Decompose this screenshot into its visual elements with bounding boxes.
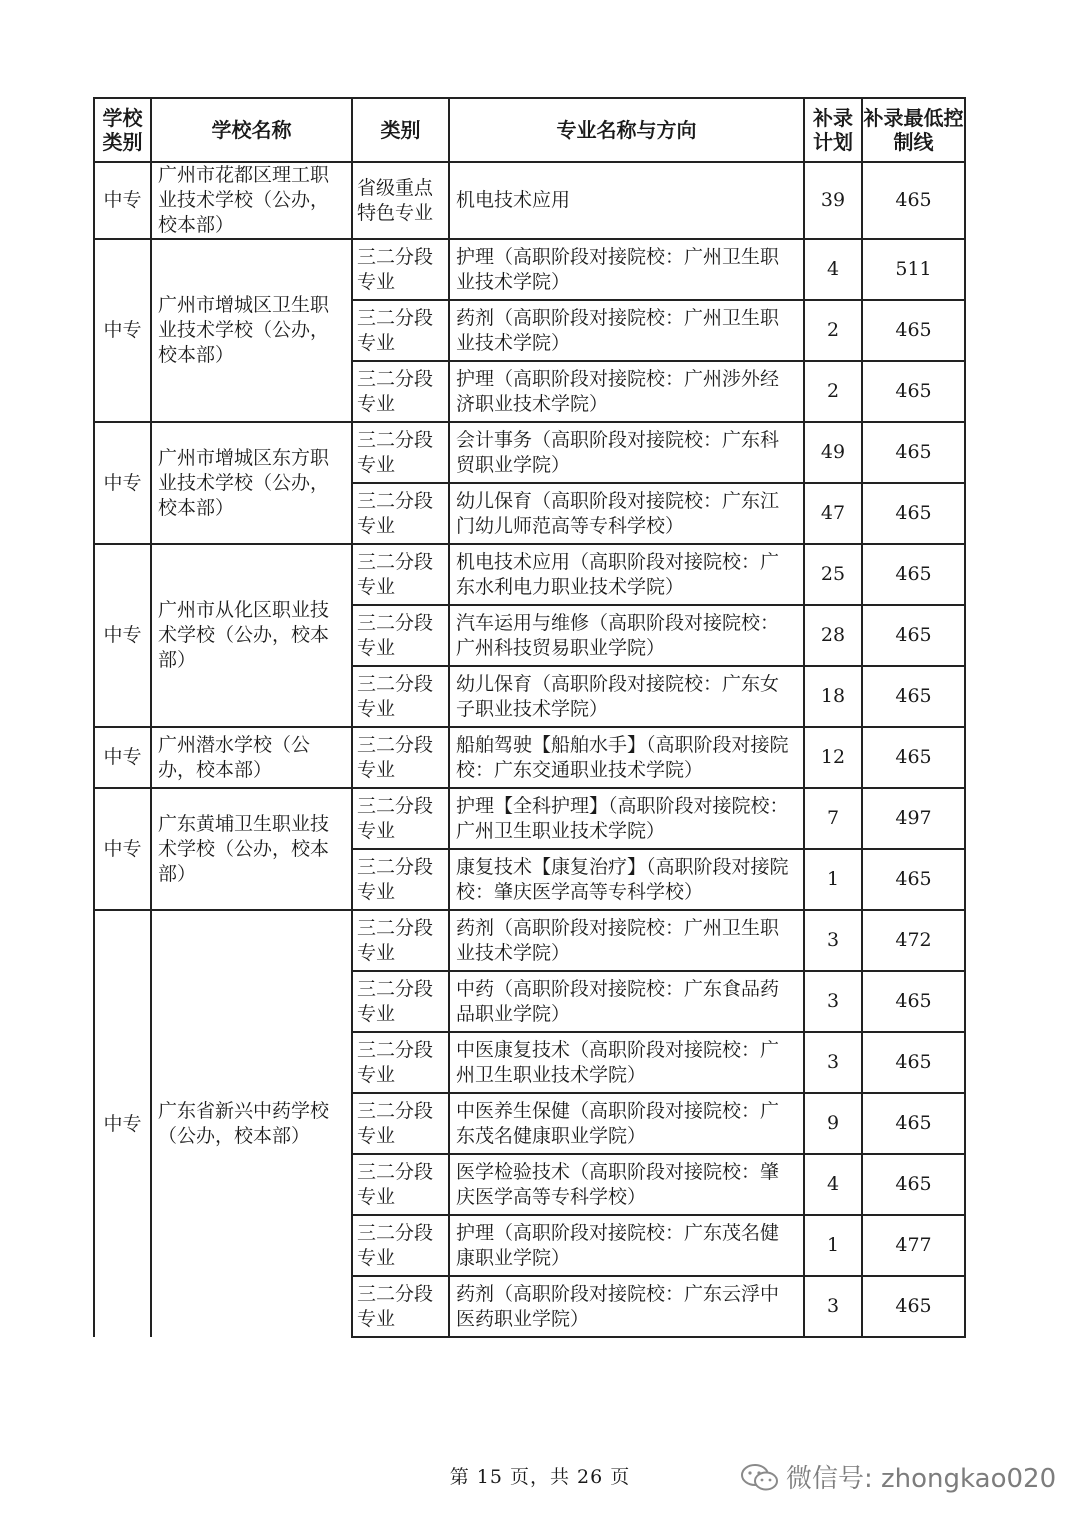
plan-cell: 25	[804, 544, 862, 605]
table-row	[94, 910, 965, 971]
major-cell: 会计事务（高职阶段对接院校：广东科贸职业学院）	[449, 422, 804, 483]
school-name-cell: 广州潜水学校（公办，校本部）	[151, 727, 352, 788]
wechat-icon	[740, 1462, 780, 1492]
min-score-cell: 465	[862, 544, 965, 605]
category-cell: 三二分段专业	[352, 239, 449, 300]
category-cell: 三二分段专业	[352, 910, 449, 971]
header-school-name: 学校名称	[151, 98, 352, 162]
header-plan: 补录计划	[804, 98, 862, 162]
table-body	[94, 162, 965, 1337]
major-cell: 幼儿保育（高职阶段对接院校：广东女子职业技术学院）	[449, 666, 804, 727]
plan-cell: 4	[804, 1154, 862, 1215]
major-cell: 医学检验技术（高职阶段对接院校：肇庆医学高等专科学校）	[449, 1154, 804, 1215]
major-cell: 船舶驾驶【船舶水手】（高职阶段对接院校：广东交通职业技术学院）	[449, 727, 804, 788]
table-row	[94, 239, 965, 300]
school-name-cell: 广东省新兴中药学校（公办，校本部）	[151, 910, 352, 1337]
school-type-cell: 中专	[94, 422, 151, 544]
header-category: 类别	[352, 98, 449, 162]
major-cell: 药剂（高职阶段对接院校：广州卫生职业技术学院）	[449, 910, 804, 971]
min-score-cell: 465	[862, 1154, 965, 1215]
major-cell: 中医养生保健（高职阶段对接院校：广东茂名健康职业学院）	[449, 1093, 804, 1154]
school-type-cell: 中专	[94, 544, 151, 727]
school-name-cell: 广东黄埔卫生职业技术学校（公办，校本部）	[151, 788, 352, 910]
plan-cell: 3	[804, 971, 862, 1032]
plan-cell: 39	[804, 162, 862, 239]
major-cell: 护理（高职阶段对接院校：广州卫生职业技术学院）	[449, 239, 804, 300]
plan-cell: 4	[804, 239, 862, 300]
category-cell: 三二分段专业	[352, 666, 449, 727]
table-row	[94, 788, 965, 849]
major-cell: 中医康复技术（高职阶段对接院校：广州卫生职业技术学院）	[449, 1032, 804, 1093]
category-cell: 三二分段专业	[352, 971, 449, 1032]
category-cell: 三二分段专业	[352, 849, 449, 910]
plan-cell: 49	[804, 422, 862, 483]
min-score-cell: 497	[862, 788, 965, 849]
major-cell: 幼儿保育（高职阶段对接院校：广东江门幼儿师范高等专科学校）	[449, 483, 804, 544]
school-type-cell: 中专	[94, 910, 151, 1337]
min-score-cell: 465	[862, 162, 965, 239]
table-row	[94, 544, 965, 605]
page-number-footer: 第 15 页，共 26 页	[449, 1466, 631, 1488]
major-cell: 护理（高职阶段对接院校：广东茂名健康职业学院）	[449, 1215, 804, 1276]
major-cell: 汽车运用与维修（高职阶段对接院校：广州科技贸易职业学院）	[449, 605, 804, 666]
category-cell: 三二分段专业	[352, 483, 449, 544]
min-score-cell: 465	[862, 727, 965, 788]
school-name-cell: 广州市增城区东方职业技术学校（公办，校本部）	[151, 422, 352, 544]
admission-table-wrapper	[93, 97, 966, 1338]
header-school-type: 学校类别	[94, 98, 151, 162]
school-name-cell: 广州市花都区理工职业技术学校（公办，校本部）	[151, 162, 352, 239]
plan-cell: 3	[804, 1032, 862, 1093]
school-name-cell: 广州市增城区卫生职业技术学校（公办，校本部）	[151, 239, 352, 422]
plan-cell: 12	[804, 727, 862, 788]
min-score-cell: 472	[862, 910, 965, 971]
min-score-cell: 465	[862, 1276, 965, 1337]
min-score-cell: 465	[862, 666, 965, 727]
major-cell: 护理【全科护理】（高职阶段对接院校：广州卫生职业技术学院）	[449, 788, 804, 849]
min-score-cell: 465	[862, 1032, 965, 1093]
category-cell: 三二分段专业	[352, 605, 449, 666]
header-min-score: 补录最低控制线	[862, 98, 965, 162]
min-score-cell: 465	[862, 971, 965, 1032]
min-score-cell: 511	[862, 239, 965, 300]
table-row	[94, 162, 965, 239]
category-cell: 三二分段专业	[352, 727, 449, 788]
min-score-cell: 465	[862, 361, 965, 422]
min-score-cell: 465	[862, 605, 965, 666]
min-score-cell: 465	[862, 1093, 965, 1154]
plan-cell: 18	[804, 666, 862, 727]
school-type-cell: 中专	[94, 162, 151, 239]
category-cell: 三二分段专业	[352, 1093, 449, 1154]
min-score-cell: 465	[862, 300, 965, 361]
major-cell: 药剂（高职阶段对接院校：广东云浮中医药职业学院）	[449, 1276, 804, 1337]
plan-cell: 3	[804, 910, 862, 971]
table-row	[94, 727, 965, 788]
min-score-cell: 465	[862, 483, 965, 544]
plan-cell: 1	[804, 1215, 862, 1276]
min-score-cell: 465	[862, 422, 965, 483]
major-cell: 中药（高职阶段对接院校：广东食品药品职业学院）	[449, 971, 804, 1032]
table-row	[94, 422, 965, 483]
major-cell: 机电技术应用（高职阶段对接院校：广东水利电力职业技术学院）	[449, 544, 804, 605]
major-cell: 机电技术应用	[449, 162, 804, 239]
category-cell: 三二分段专业	[352, 1154, 449, 1215]
major-cell: 药剂（高职阶段对接院校：广州卫生职业技术学院）	[449, 300, 804, 361]
min-score-cell: 465	[862, 849, 965, 910]
watermark-text: 微信号: zhongkao020	[786, 1464, 1057, 1494]
plan-cell: 7	[804, 788, 862, 849]
major-cell: 护理（高职阶段对接院校：广州涉外经济职业技术学院）	[449, 361, 804, 422]
category-cell: 三二分段专业	[352, 1215, 449, 1276]
category-cell: 三二分段专业	[352, 544, 449, 605]
table-header-row	[94, 98, 965, 162]
admission-table	[93, 97, 966, 1338]
category-cell: 三二分段专业	[352, 1276, 449, 1337]
school-type-cell: 中专	[94, 788, 151, 910]
plan-cell: 28	[804, 605, 862, 666]
wechat-watermark	[740, 1458, 1056, 1495]
plan-cell: 2	[804, 300, 862, 361]
plan-cell: 47	[804, 483, 862, 544]
school-type-cell: 中专	[94, 727, 151, 788]
plan-cell: 2	[804, 361, 862, 422]
plan-cell: 9	[804, 1093, 862, 1154]
school-type-cell: 中专	[94, 239, 151, 422]
category-cell: 省级重点特色专业	[352, 162, 449, 239]
category-cell: 三二分段专业	[352, 300, 449, 361]
major-cell: 康复技术【康复治疗】（高职阶段对接院校：肇庆医学高等专科学校）	[449, 849, 804, 910]
plan-cell: 1	[804, 849, 862, 910]
header-major: 专业名称与方向	[449, 98, 804, 162]
category-cell: 三二分段专业	[352, 788, 449, 849]
category-cell: 三二分段专业	[352, 422, 449, 483]
min-score-cell: 477	[862, 1215, 965, 1276]
category-cell: 三二分段专业	[352, 361, 449, 422]
plan-cell: 3	[804, 1276, 862, 1337]
school-name-cell: 广州市从化区职业技术学校（公办，校本部）	[151, 544, 352, 727]
category-cell: 三二分段专业	[352, 1032, 449, 1093]
